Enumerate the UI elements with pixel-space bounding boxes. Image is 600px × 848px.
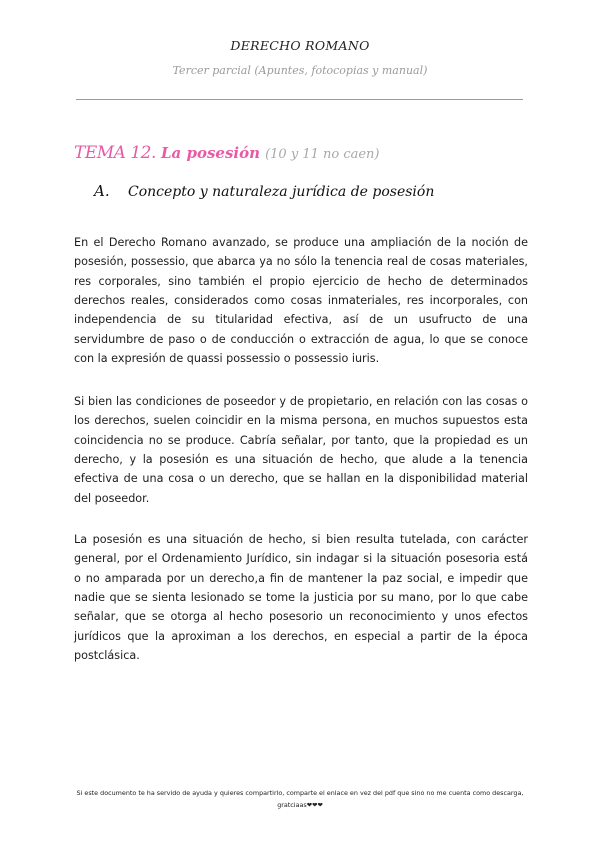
body-paragraph: Si bien las condiciones de poseedor y de propietario, en relación con las cosas o los derechos, suelen coincidir en la misma persona, en muchos supuestos esta coincidencia no se produce. Cabría señalar, por tanto, que la propiedad es un derecho, y la posesión es una situación de hecho, que alude a la tenencia efectiva de una cosa o un derecho, que se hallan en la disponibilidad material del poseedor.	[74, 395, 528, 505]
footer-note: Si este documento te ha servido de ayuda y quieres compartirlo, comparte el enlace en vez del pdf que sino no me cuenta como descarga, gratciaas❤❤❤	[76, 789, 524, 809]
document-header-subtitle: Tercer parcial (Apuntes, fotocopias y manual)	[172, 64, 428, 77]
section-heading	[94, 182, 434, 200]
topic-number: TEMA 12.	[74, 143, 156, 163]
section-letter: A.	[94, 182, 110, 200]
document-header-title: DERECHO ROMANO	[230, 38, 370, 53]
section-title: Concepto y naturaleza jurídica de posesión	[128, 184, 435, 200]
topic-note: (10 y 11 no caen)	[265, 147, 380, 162]
body-paragraph: En el Derecho Romano avanzado, se produce una ampliación de la noción de posesión, possessio, que abarca ya no sólo la tenencia real de cosas materiales, res corporales, sino también el propio ejercicio de hecho de determinados derechos reales, considerados como cosas inmateriales, res incorporales, con independencia de su titularidad efectiva, así de un usufructo de una servidumbre de paso o de conducción o extracción de agua, lo que se conoce con la expresión de quassi possessio o possessio iuris.	[74, 236, 528, 365]
body-paragraph: La posesión es una situación de hecho, si bien resulta tutelada, con carácter general, por el Ordenamiento Jurídico, sin indagar si la situación posesoria está o no amparada por un derecho,a fin de mantener la paz social, e impedir que nadie que se sienta lesionado se tome la justicia por su mano, por lo que cabe señalar, que se otorga al hecho posesorio un reconocimiento y unos efectos jurídicos que la aproximan a los derechos, en especial a partir de la época postclásica.	[74, 533, 528, 662]
header-divider	[76, 99, 523, 100]
topic-name: La posesión	[160, 144, 260, 162]
topic-heading	[74, 143, 380, 163]
